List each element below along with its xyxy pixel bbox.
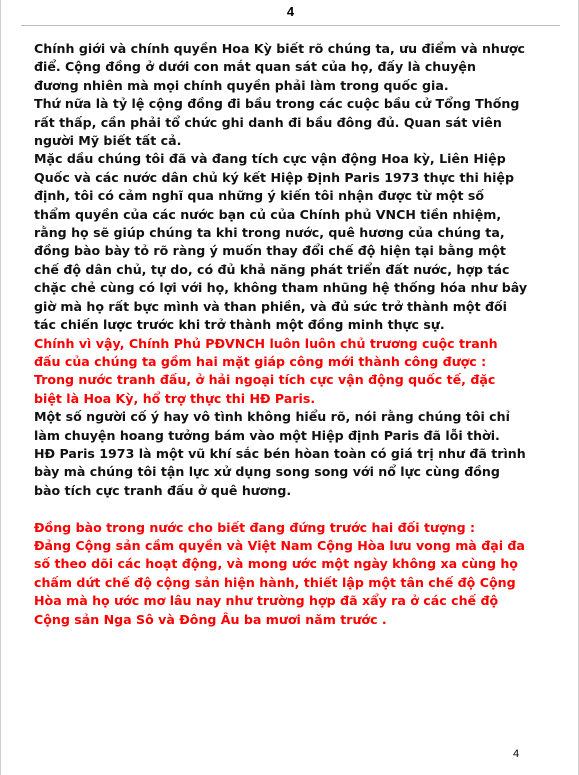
text-line: Chính giới và chính quyền Hoa Kỳ biết rõ chúng ta, ưu điểm và nhược <box>34 41 525 56</box>
text-line: thẩm quyền của các nước bạn củ của Chính phủ VNCH tiền nhiệm, <box>34 206 502 222</box>
text-line: Một số người cố ý hay vô tình không hiểu rõ, nói rằng chúng tôi chỉ <box>34 409 510 425</box>
text-line: làm chuyện hoang tưởng bám vào một Hiệp định Paris đã lỗi thời. <box>34 427 500 443</box>
text-line: người Mỹ biết tất cả. <box>34 133 182 149</box>
paragraph <box>34 150 549 334</box>
text-line: bào tích cực tranh đấu ở quê hương. <box>34 482 292 498</box>
text-line: số theo dõi các hoạt động, và mong ước một ngày không xa cùng họ <box>34 556 518 572</box>
text-line: chấm dứt chế độ cộng sản hiện hành, thiết lập một tân chế độ Cộng <box>34 574 516 590</box>
text-line: điể. Cộng đồng ở dưới con mắt quan sát của họ, đấy là chuyện <box>34 59 476 75</box>
text-line: Đồng bào trong nước cho biết đang đứng trước hai đối tượng : <box>34 519 476 535</box>
paragraph <box>34 445 549 500</box>
paragraph <box>34 335 549 409</box>
text-line: chế độ dân chủ, tự do, có đủ khả năng phát triển đất nước, hợp tác <box>34 261 510 277</box>
text-line: đương nhiên mà mọi chính quyền phải làm trong quốc gia. <box>34 77 449 93</box>
text-line: HĐ Paris 1973 là một vũ khí sắc bén hòan toàn có giá trị như đã trình <box>34 445 526 461</box>
blank-line <box>34 500 549 518</box>
document-body <box>34 40 549 629</box>
text-line: rằng họ sẽ giúp chúng ta khi trong nước, quê hương của chúng ta, <box>34 225 505 241</box>
text-line: đấu của chúng ta gồm hai mặt giáp công mới thành công được : <box>34 353 487 369</box>
text-line: Chính vì vậy, Chính Phủ PĐVNCH luôn luôn chủ trương cuộc tranh <box>34 335 498 351</box>
text-line: chặc chẻ cùng có lợi với họ, không tham nhũng hệ thống hóa như bây <box>34 280 528 296</box>
page-number-top: 4 <box>286 4 295 19</box>
text-line: Mặc dầu chúng tôi đã và đang tích cực vận động Hoa kỳ, Liên Hiệp <box>34 151 506 167</box>
text-line: đồng bào bày tỏ rõ ràng ý muốn thay đổi chế độ hiện tại bằng một <box>34 243 506 259</box>
paragraph <box>34 40 549 95</box>
paragraph <box>34 408 549 445</box>
text-line: bày mà chúng tôi tận lực xử dụng song song với nổ lực cùng đồng <box>34 464 500 480</box>
text-line: giờ mà họ rất bực mình và than phiền, và đủ sức trở thành một đối <box>34 298 507 314</box>
text-line: rất thấp, cần phải tổ chức ghi danh đi bầu đông đủ. Quan sát viên <box>34 114 502 130</box>
text-line: biệt là Hoa Kỳ, hổ trợ thực thi HĐ Paris. <box>34 390 316 406</box>
paragraph <box>34 519 549 629</box>
paragraph <box>34 95 549 150</box>
header-divider <box>21 25 560 26</box>
text-line: Cộng sản Nga Sô và Đông Âu ba mươi năm trước . <box>34 611 387 627</box>
page-number-bottom: 4 <box>513 748 520 760</box>
text-line: Đảng Cộng sản cầm quyền và Việt Nam Cộng Hòa lưu vong mà đại đa <box>34 537 525 553</box>
text-line: Thứ nữa là tỷ lệ cộng đồng đi bầu trong các cuộc bầu cử Tổng Thống <box>34 96 520 112</box>
text-line: định, tôi có cảm nghĩ qua những ý kiến tôi nhận được từ một số <box>34 188 485 204</box>
text-line: Quốc và các nước dân chủ ký kết Hiệp Định Paris 1973 thực thi hiệp <box>34 169 514 185</box>
text-line: tác chiến lược trước khi trở thành một đồng minh thực sự. <box>34 317 445 333</box>
text-line: Hòa mà họ ước mơ lâu nay như trường hợp đã xẩy ra ở các chế độ <box>34 593 499 609</box>
text-line: Trong nước tranh đấu, ở hải ngoại tích cực vận động quốc tế, đặc <box>34 372 496 388</box>
